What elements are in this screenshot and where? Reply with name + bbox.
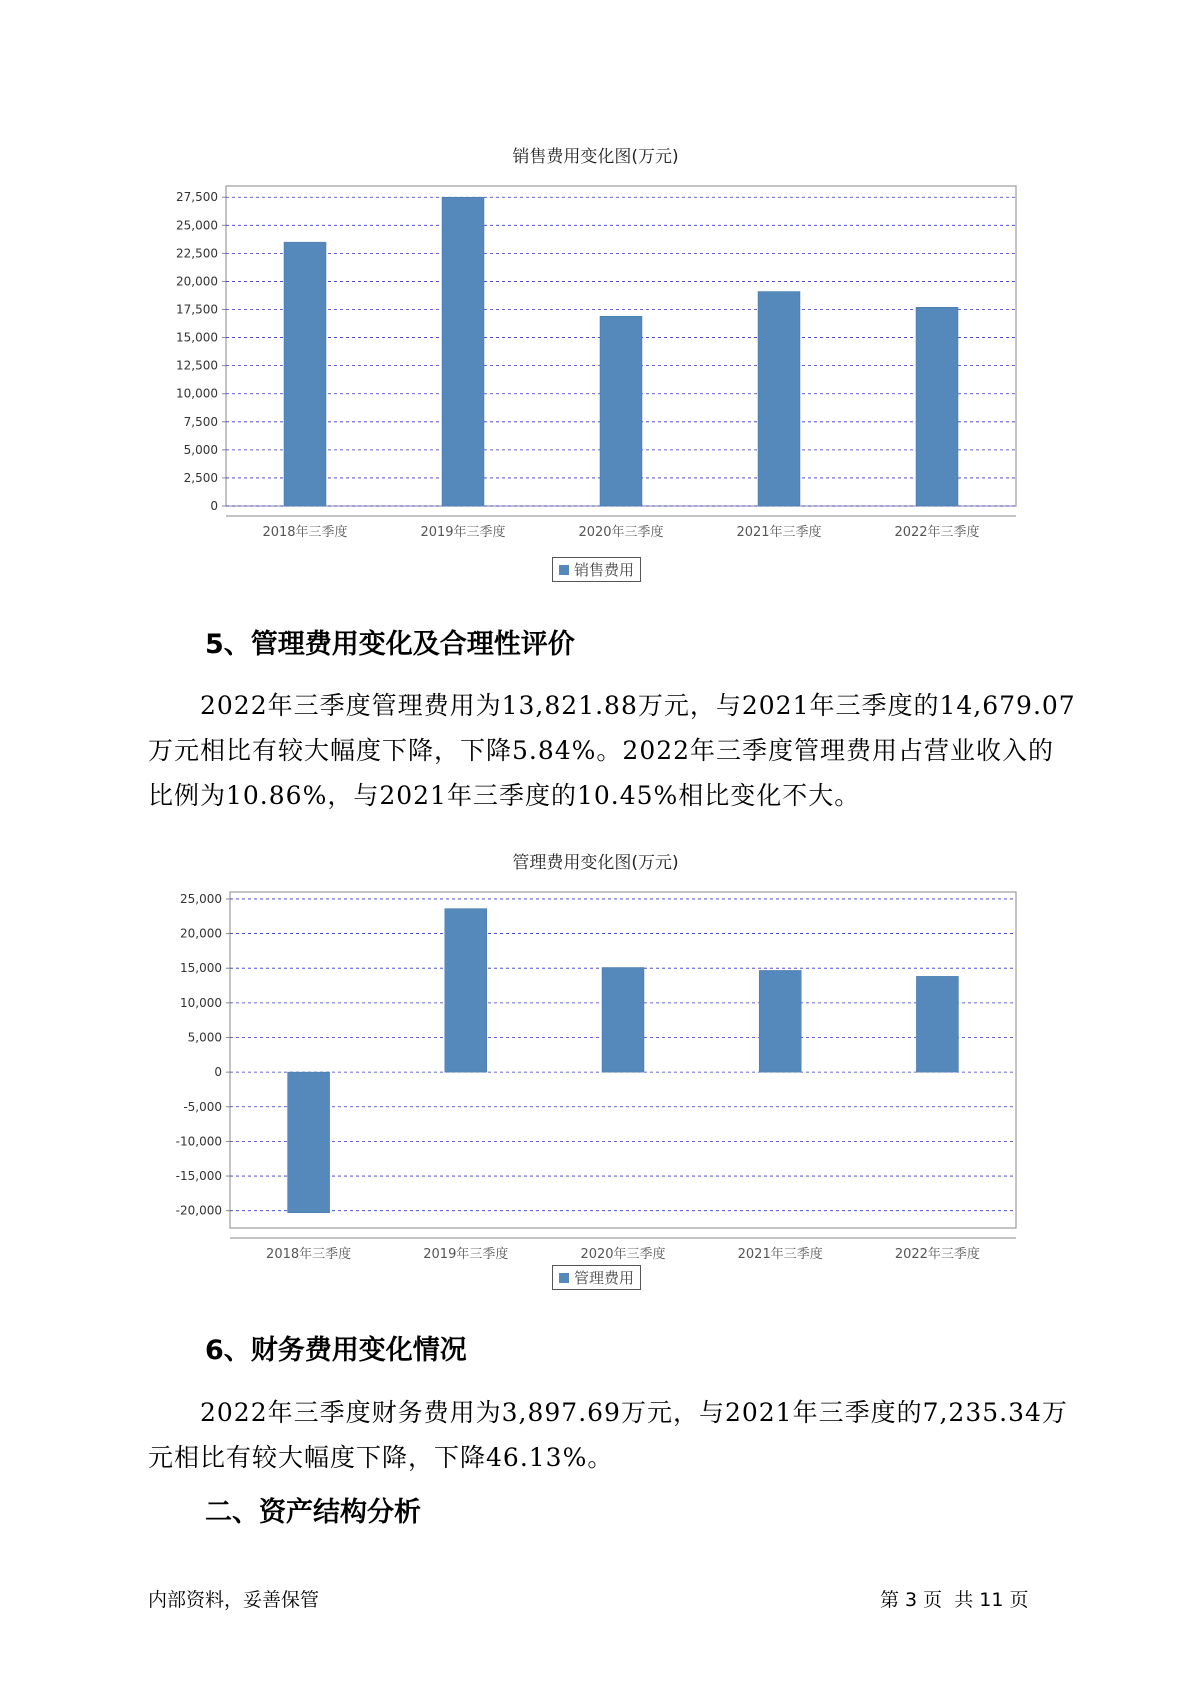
sales-x-tick-label: 2021年三季度 [736, 525, 822, 540]
sales-x-tick-label: 2020年三季度 [578, 525, 664, 540]
sales-y-tick-label: 15,000 [176, 330, 218, 345]
sales-y-tick-label: 10,000 [176, 386, 218, 401]
admin-bar [759, 970, 801, 1072]
legend-swatch [559, 565, 569, 575]
sales-y-tick-label: 12,500 [176, 358, 218, 373]
section-5-heading: 5、管理费用变化及合理性评价 [205, 629, 575, 660]
admin-chart-legend [552, 1265, 641, 1290]
admin-y-tick-label: 15,000 [180, 961, 222, 976]
admin-chart-title: 管理费用变化图(万元) [512, 853, 679, 873]
sales-y-tick-label: 0 [210, 499, 218, 513]
sales-bar [600, 316, 642, 506]
admin-bar [288, 1072, 330, 1213]
admin-y-tick-label: -15,000 [175, 1169, 222, 1184]
sales-y-tick-label: 17,500 [176, 302, 218, 317]
sales-y-tick-label: 25,000 [176, 218, 218, 233]
sales-chart-title: 销售费用变化图(万元) [512, 147, 679, 167]
footer-page-number: 第 3 页 共 11 页 [880, 1589, 1029, 1611]
sales-y-tick-label: 2,500 [183, 470, 218, 485]
admin-x-tick-label: 2022年三季度 [894, 1247, 980, 1262]
sales-y-tick-label: 7,500 [183, 414, 218, 429]
sales-expense-chart [160, 180, 1020, 550]
admin-y-tick-label: -20,000 [175, 1203, 222, 1218]
admin-expense-chart [160, 884, 1020, 1262]
legend-swatch [559, 1273, 569, 1283]
admin-y-tick-label: 0 [214, 1065, 222, 1080]
sales-bar [916, 307, 958, 506]
section-6-paragraph: 2022年三季度财务费用为3,897.69万元，与2021年三季度的7,235.34万元相比有较大幅度下降，下降46.13%。 [148, 1398, 1068, 1472]
admin-legend-label: 管理费用 [574, 1269, 635, 1287]
section-6-heading: 6、财务费用变化情况 [205, 1335, 467, 1366]
admin-x-tick-label: 2019年三季度 [423, 1247, 509, 1262]
sales-y-tick-label: 5,000 [183, 442, 218, 457]
admin-bar [602, 968, 644, 1073]
admin-y-tick-label: 20,000 [180, 926, 222, 941]
admin-y-tick-label: 25,000 [180, 891, 222, 906]
admin-y-tick-label: 10,000 [180, 995, 222, 1010]
sales-y-tick-label: 27,500 [176, 190, 218, 205]
sales-x-tick-label: 2018年三季度 [262, 525, 348, 540]
footer-confidential: 内部资料，妥善保管 [148, 1589, 320, 1611]
sales-chart-legend [552, 557, 641, 582]
admin-y-tick-label: -10,000 [175, 1134, 222, 1149]
admin-bar [916, 976, 958, 1072]
sales-bar [758, 292, 800, 506]
section-2-heading: 二、资产结构分析 [205, 1497, 421, 1528]
admin-bar [445, 909, 487, 1072]
sales-x-tick-label: 2019年三季度 [420, 525, 506, 540]
admin-x-tick-label: 2021年三季度 [737, 1247, 823, 1262]
sales-legend-label: 销售费用 [574, 561, 635, 579]
sales-bar [442, 197, 484, 506]
sales-y-tick-label: 20,000 [176, 274, 218, 289]
sales-bar [284, 242, 326, 506]
admin-x-tick-label: 2018年三季度 [266, 1247, 352, 1262]
sales-y-tick-label: 22,500 [176, 246, 218, 261]
admin-y-tick-label: 5,000 [187, 1030, 222, 1045]
admin-x-tick-label: 2020年三季度 [580, 1247, 666, 1262]
section-5-paragraph: 2022年三季度管理费用为13,821.88万元，与2021年三季度的14,679.07万元相比有较大幅度下降，下降5.84%。2022年三季度管理费用占营业收入的比例为10.86%，与2021年三季度的10.45%相比变化不大。 [148, 691, 1076, 810]
sales-x-tick-label: 2022年三季度 [894, 525, 980, 540]
admin-y-tick-label: -5,000 [183, 1099, 222, 1114]
